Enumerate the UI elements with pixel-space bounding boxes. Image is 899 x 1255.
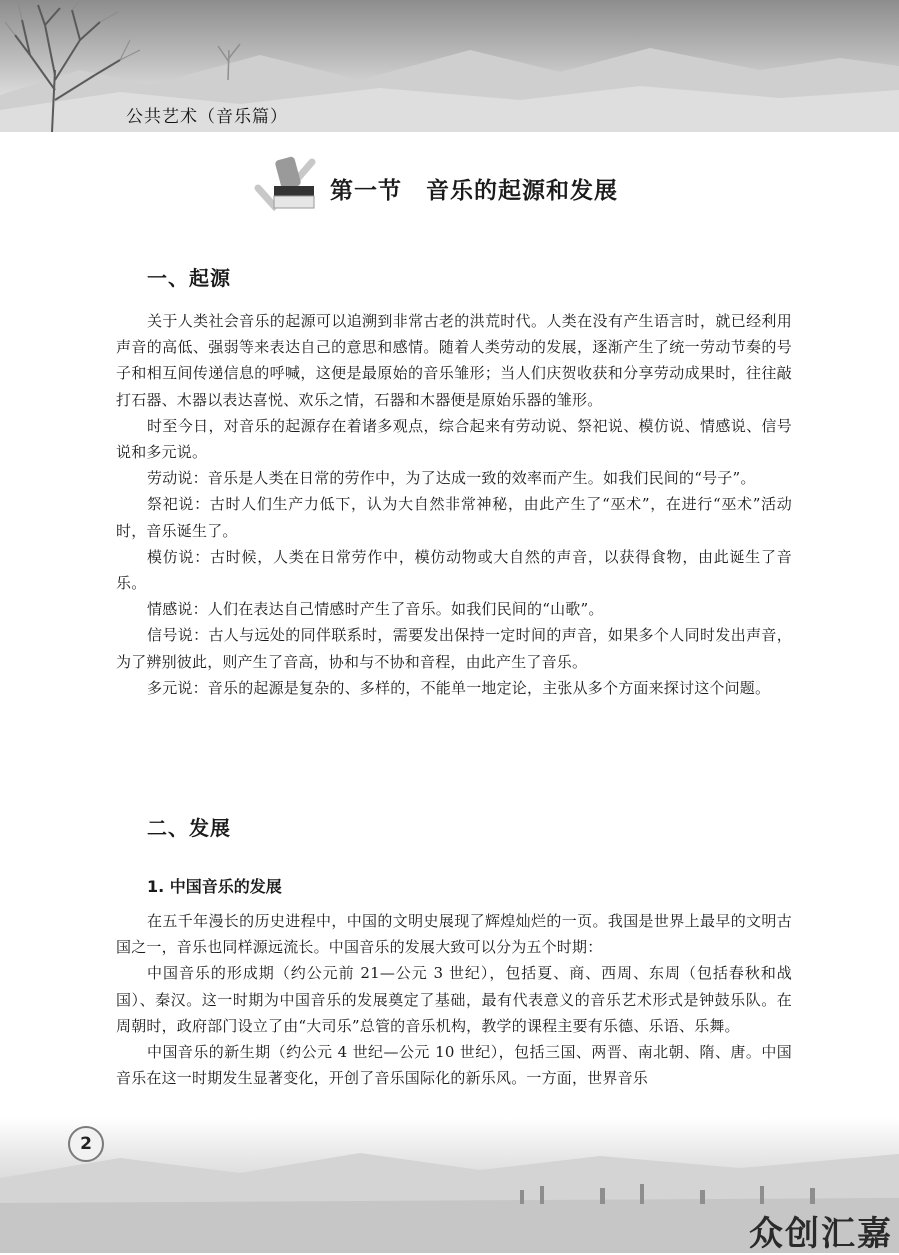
paragraph: 信号说：古人与远处的同伴联系时，需要发出保持一定时间的声音，如果多个人同时发出声音，为了辨别彼此，则产生了音高，协和与不协和音程，由此产生了音乐。 <box>116 626 792 671</box>
paragraph: 中国音乐的形成期（约公元前 21—公元 3 世纪），包括夏、商、西周、东周（包括春秋和战国）、秦汉。这一时期为中国音乐的发展奠定了基础，最有代表意义的音乐艺术形式是钟鼓乐队。在周朝时，政府部门设立了由“大司乐”总管的音乐机构，教学的课程主要有乐德、乐语、乐舞。 <box>116 964 792 1035</box>
paragraph: 祭祀说：古时人们生产力低下，认为大自然非常神秘，由此产生了“巫术”，在进行“巫术”活动时，音乐诞生了。 <box>116 495 792 540</box>
paragraph: 在五千年漫长的历史进程中，中国的文明史展现了辉煌灿烂的一页。我国是世界上最早的文明古国之一，音乐也同样源远流长。中国音乐的发展大致可以分为五个时期： <box>116 912 792 957</box>
paragraph: 劳动说：音乐是人类在日常的劳作中，为了达成一致的效率而产生。如我们民间的“号子”。 <box>147 469 756 488</box>
origin-body <box>116 308 792 701</box>
watermark: 众创汇嘉 <box>749 1214 893 1254</box>
page-number: 2 <box>68 1126 104 1162</box>
development-body <box>116 908 792 1091</box>
paragraph: 情感说：人们在表达自己情感时产生了音乐。如我们民间的“山歌”。 <box>147 600 604 619</box>
paragraph: 模仿说：古时候，人类在日常劳作中，模仿动物或大自然的声音，以获得食物，由此诞生了音乐。 <box>116 547 792 593</box>
development-heading: 二、发展 <box>147 816 231 840</box>
paragraph: 多元说：音乐的起源是复杂的、多样的，不能单一地定论，主张从多个方面来探讨这个问题。 <box>147 678 771 697</box>
pencil-check-icon <box>252 148 322 218</box>
section-title: 第一节 音乐的起源和发展 <box>330 178 618 204</box>
paragraph: 关于人类社会音乐的起源可以追溯到非常古老的洪荒时代。人类在没有产生语言时，就已经利用声音的高低、强弱等来表达自己的意思和感情。随着人类劳动的发展，逐渐产生了统一劳动节奏的号子和相互间传递信息的呼喊，这便是最原始的音乐雏形；当人们庆贺收获和分享劳动成果时，往往敲打石器、木器以表达喜悦、欢乐之情，石器和木器便是原始乐器的雏形。 <box>116 312 792 409</box>
paragraph: 时至今日，对音乐的起源存在着诸多观点，综合起来有劳动说、祭祀说、模仿说、情感说、信号说和多元说。 <box>116 416 792 462</box>
paragraph: 中国音乐的新生期（约公元 4 世纪—公元 10 世纪），包括三国、两晋、南北朝、隋、唐。中国音乐在这一时期发生显著变化，开创了音乐国际化的新乐风。一方面，世界音乐 <box>116 1043 792 1088</box>
book-title: 公共艺术（音乐篇） <box>126 107 288 127</box>
development-subheading: 1. 中国音乐的发展 <box>147 877 282 896</box>
origin-heading: 一、起源 <box>147 266 231 290</box>
section-heading <box>252 148 672 218</box>
